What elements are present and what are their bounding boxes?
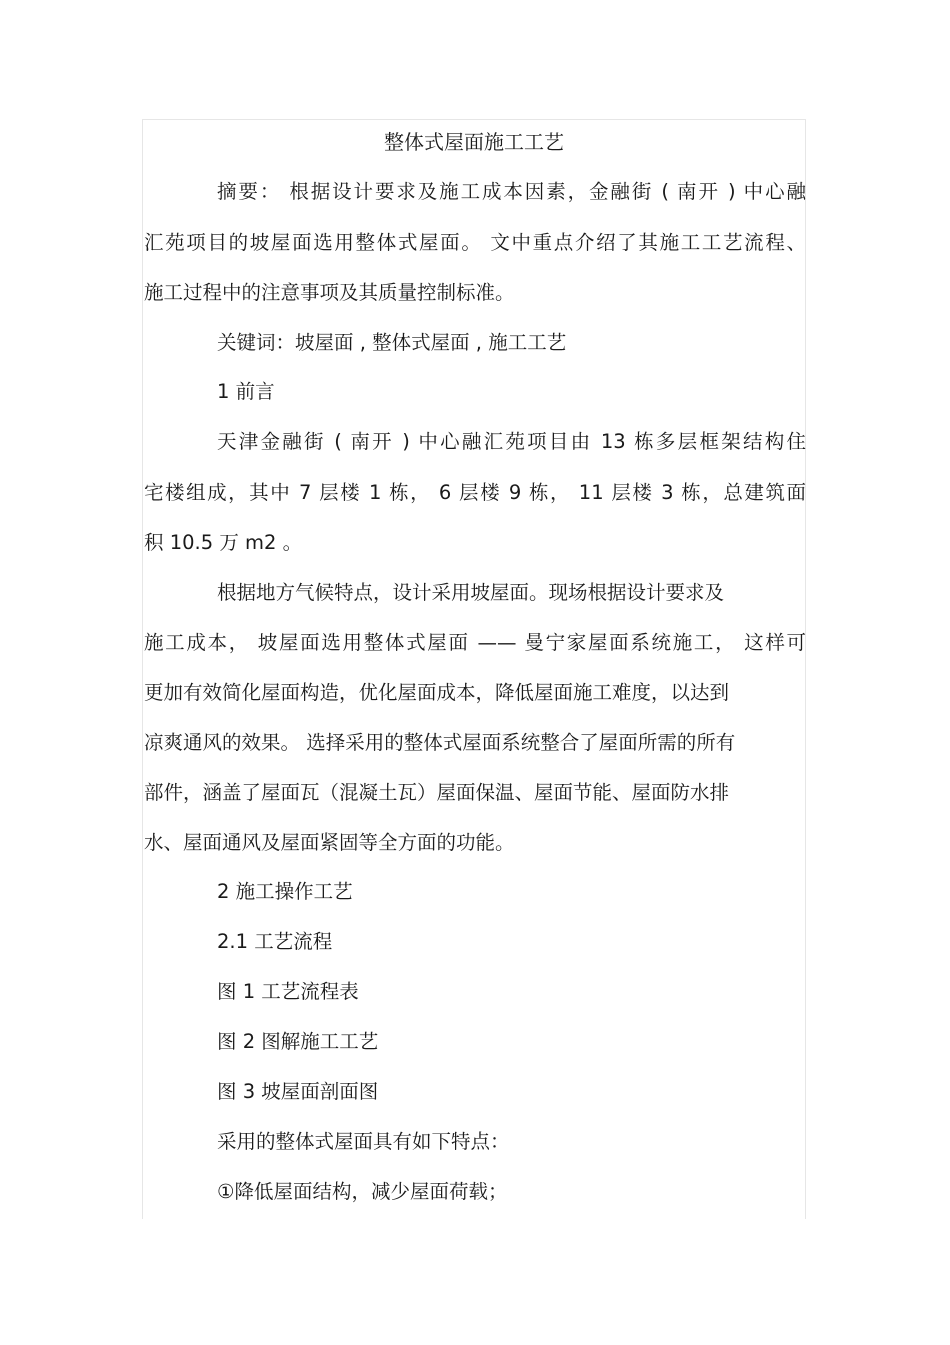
subsection-heading-2-1: 2.1 工艺流程 xyxy=(217,930,333,953)
paragraph-2-line-6: 水、屋面通风及屋面紧固等全方面的功能。 xyxy=(144,831,515,854)
paragraph-1-line-3: 积 10.5 万 m2 。 xyxy=(144,531,303,554)
abstract-line-3: 施工过程中的注意事项及其质量控制标准。 xyxy=(144,281,515,304)
paragraph-2-line-5: 部件，涵盖了屋面瓦（混凝土瓦）屋面保温、屋面节能、屋面防水排 xyxy=(144,781,730,804)
figure-caption-1: 图 1 工艺流程表 xyxy=(217,980,359,1003)
features-intro: 采用的整体式屋面具有如下特点： xyxy=(217,1130,510,1153)
feature-item-1: ①降低屋面结构，减少屋面荷载； xyxy=(217,1180,508,1203)
abstract-line-1: 摘要： 根据设计要求及施工成本因素，金融街 ( 南开 ) 中心融 xyxy=(217,180,806,203)
paragraph-1-line-1: 天津金融街 ( 南开 ) 中心融汇苑项目由 13 栋多层框架结构住 xyxy=(217,430,806,453)
abstract-line-2: 汇苑项目的坡屋面选用整体式屋面。 文中重点介绍了其施工工艺流程、 xyxy=(144,231,806,254)
section-heading-2: 2 施工操作工艺 xyxy=(217,880,353,903)
paragraph-2-line-2: 施工成本， 坡屋面选用整体式屋面 —— 曼宁家屋面系统施工， 这样可 xyxy=(144,631,806,654)
paragraph-2-line-4: 凉爽通风的效果。 选择采用的整体式屋面系统整合了屋面所需的所有 xyxy=(144,731,736,754)
figure-caption-3: 图 3 坡屋面剖面图 xyxy=(217,1080,379,1103)
paragraph-1-line-2: 宅楼组成，其中 7 层楼 1 栋， 6 层楼 9 栋， 11 层楼 3 栋，总建筑面 xyxy=(144,481,806,504)
figure-caption-2: 图 2 图解施工工艺 xyxy=(217,1030,379,1053)
section-heading-1: 1 前言 xyxy=(217,380,275,403)
paragraph-2-line-1: 根据地方气候特点，设计采用坡屋面。现场根据设计要求及 xyxy=(217,581,725,604)
keywords-line: 关键词：坡屋面 , 整体式屋面 , 施工工艺 xyxy=(217,331,567,354)
document-title: 整体式屋面施工工艺 xyxy=(384,130,564,154)
paragraph-2-line-3: 更加有效简化屋面构造，优化屋面成本，降低屋面施工难度，以达到 xyxy=(144,681,730,704)
